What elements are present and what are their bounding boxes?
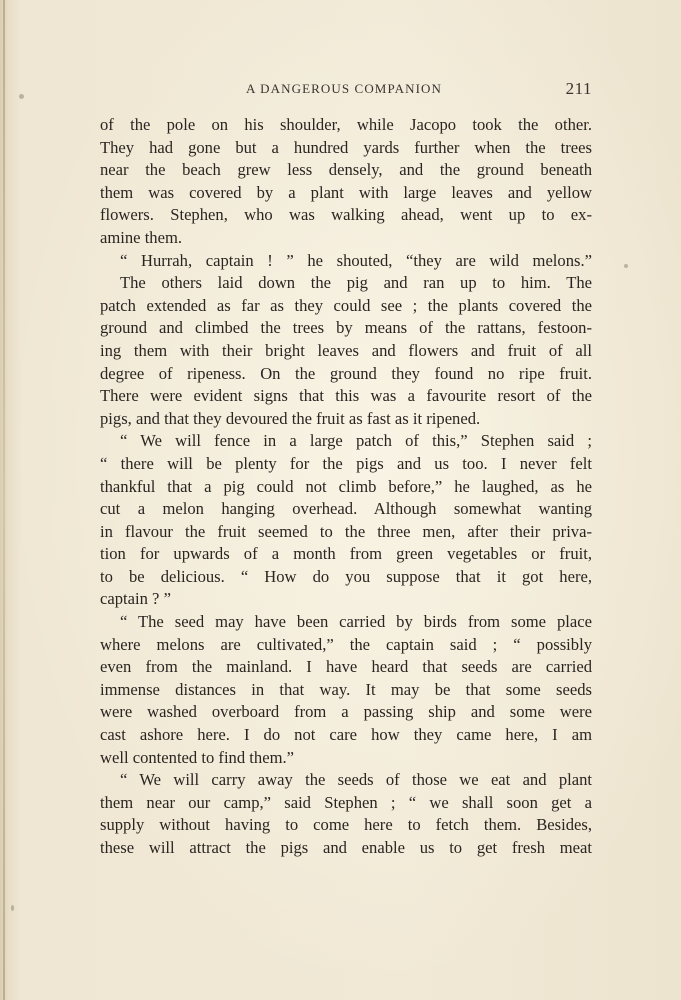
text-line: cast ashore here. I do not care how they came here, I am bbox=[100, 725, 592, 745]
text-line: in flavour the fruit seemed to the three men, after their priva- bbox=[100, 521, 592, 541]
text-line: ground and climbed the trees by means of the rattans, festoon- bbox=[100, 318, 592, 338]
text-line: amine them. bbox=[100, 227, 183, 247]
paper-speck bbox=[624, 264, 628, 268]
text-line: of the pole on his shoulder, while Jacopo took the other. bbox=[100, 115, 592, 134]
text-line: cut a melon hanging overhead. Although somewhat wanting bbox=[100, 499, 592, 519]
text-line: “ there will be plenty for the pigs and us too. I never felt bbox=[100, 453, 592, 473]
text-line: There were evident signs that this was a favourite resort of the bbox=[100, 386, 592, 406]
text-line: “ We will fence in a large patch of this,” Stephen said ; bbox=[120, 431, 592, 451]
text-line: these will attract the pigs and enable us to get fresh meat bbox=[100, 838, 592, 857]
text-line: degree of ripeness. On the ground they found no ripe fruit. bbox=[100, 363, 592, 383]
text-line: them was covered by a plant with large leaves and yellow bbox=[100, 182, 592, 202]
text-line: supply without having to come here to fetch them. Besides, bbox=[100, 815, 592, 835]
text-line: flowers. Stephen, who was walking ahead, went up to ex- bbox=[100, 205, 592, 225]
page-header bbox=[100, 79, 592, 99]
text-line: immense distances in that way. It may be that some seeds bbox=[100, 679, 592, 699]
text-line: ing them with their bright leaves and flowers and fruit of all bbox=[100, 340, 592, 360]
text-line: “ The seed may have been carried by birds from some place bbox=[120, 612, 592, 632]
text-line: to be delicious. “ How do you suppose that it got here, bbox=[100, 566, 592, 586]
text-line: near the beach grew less densely, and the ground beneath bbox=[100, 160, 592, 180]
page-gutter-edge bbox=[3, 0, 5, 1000]
page-number: 211 bbox=[565, 79, 592, 98]
text-line: where melons are cultivated,” the captain said ; “ possibly bbox=[100, 634, 592, 654]
text-line: well contented to find them.” bbox=[100, 747, 294, 767]
text-line: even from the mainland. I have heard that seeds are carried bbox=[100, 657, 592, 677]
text-line: patch extended as far as they could see ; the plants covered the bbox=[100, 295, 592, 315]
paper-speck bbox=[19, 94, 24, 99]
text-line: The others laid down the pig and ran up to him. The bbox=[120, 273, 592, 293]
text-line: tion for upwards of a month from green vegetables or fruit, bbox=[100, 544, 592, 564]
text-line: They had gone but a hundred yards further when the trees bbox=[100, 137, 592, 157]
running-head: A DANGEROUS COMPANION bbox=[246, 81, 442, 96]
text-line: thankful that a pig could not climb before,” he laughed, as he bbox=[100, 476, 592, 496]
body-text bbox=[100, 114, 592, 860]
text-line: captain ? ” bbox=[100, 589, 171, 609]
text-line: were washed overboard from a passing ship and some were bbox=[100, 702, 592, 722]
paper-speck bbox=[11, 905, 14, 911]
text-line: them near our camp,” said Stephen ; “ we shall soon get a bbox=[100, 792, 592, 812]
text-line: “ We will carry away the seeds of those we eat and plant bbox=[120, 770, 592, 790]
text-line: “ Hurrah, captain ! ” he shouted, “they are wild melons.” bbox=[120, 250, 592, 270]
text-line: pigs, and that they devoured the fruit as fast as it ripened. bbox=[100, 408, 481, 428]
